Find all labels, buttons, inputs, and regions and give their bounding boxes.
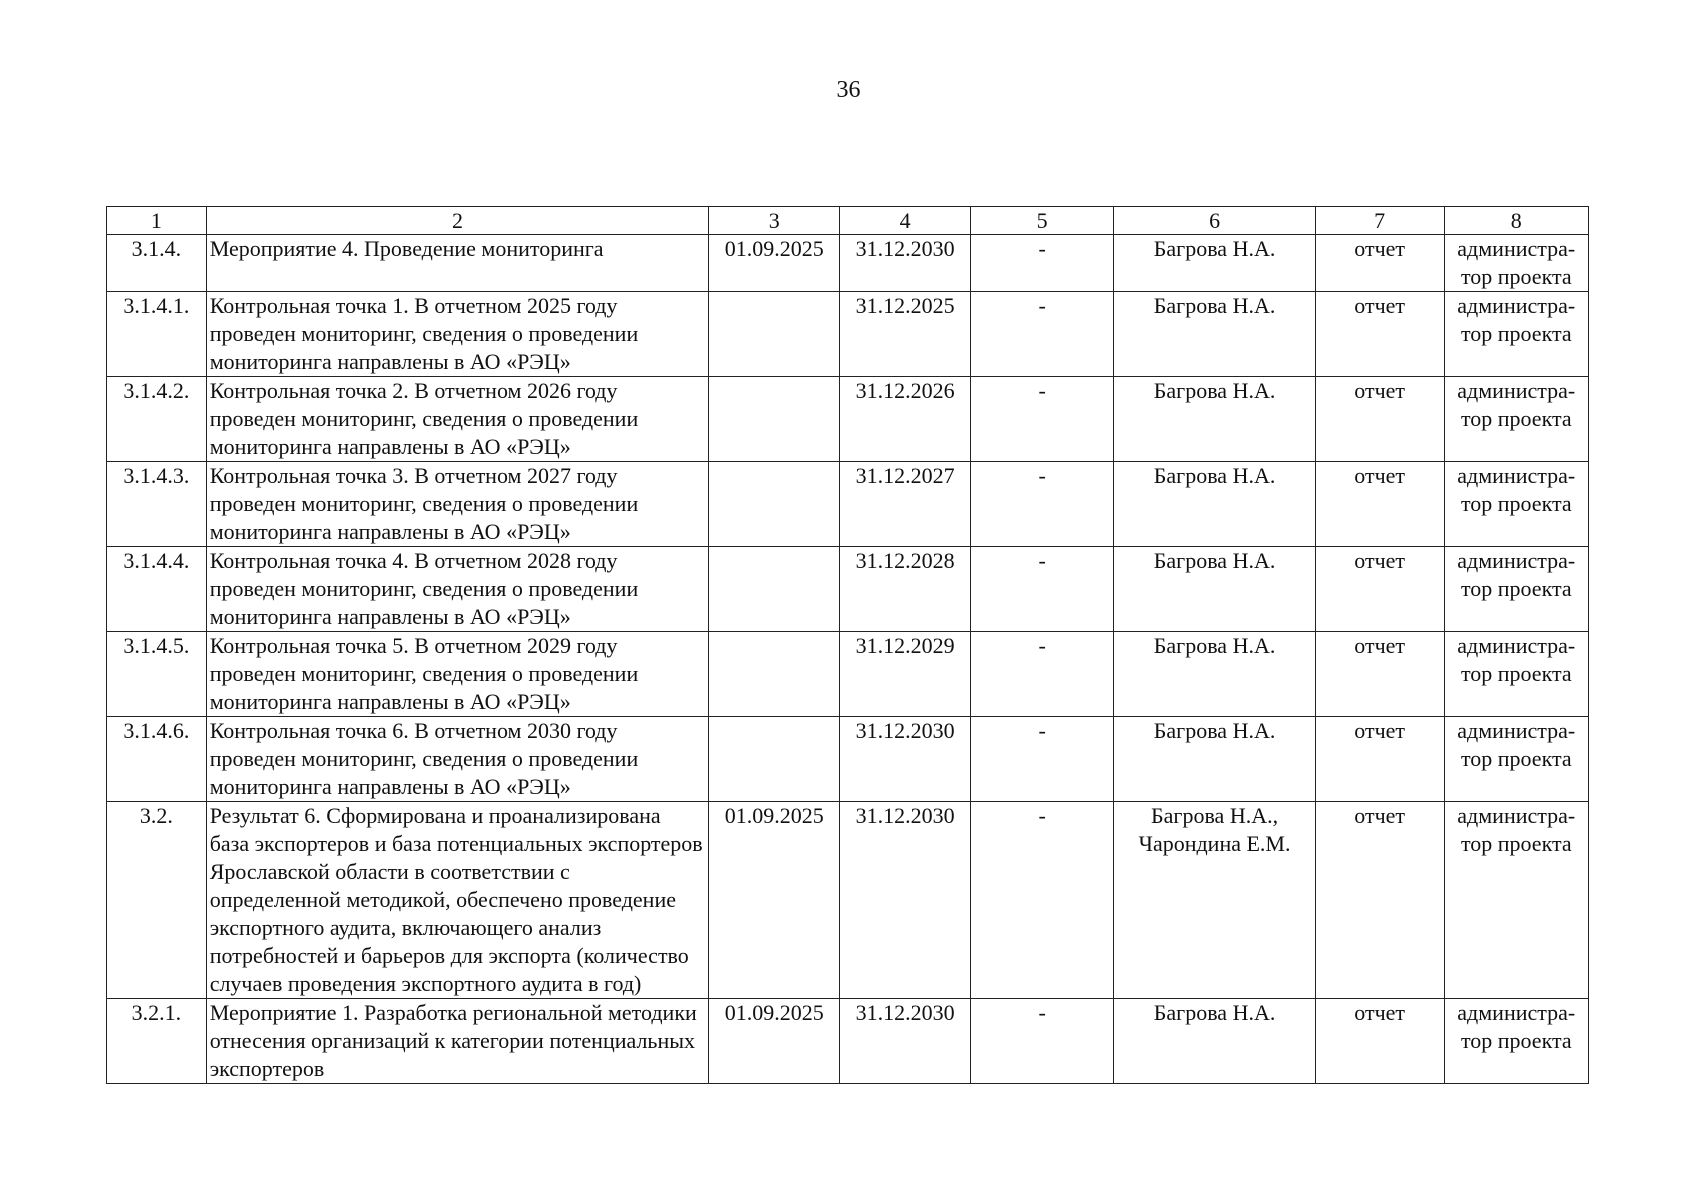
row-document-cell: отчет — [1315, 235, 1444, 292]
row-role-cell: администра-тор проекта — [1444, 717, 1588, 802]
row-col5-cell: - — [971, 802, 1114, 999]
row-number-cell: 3.1.4.5. — [107, 632, 207, 717]
row-name-cell: Мероприятие 1. Разработка региональной методики отнесения организаций к категории потенциальных экспортеров — [206, 999, 709, 1084]
plan-table — [106, 206, 1589, 1084]
row-end-date-cell: 31.12.2028 — [840, 547, 971, 632]
row-start-date-cell — [709, 547, 840, 632]
row-name-cell: Контрольная точка 6. В отчетном 2030 году проведен мониторинг, сведения о проведении мониторинга направлены в АО «РЭЦ» — [206, 717, 709, 802]
row-end-date-cell: 31.12.2030 — [840, 717, 971, 802]
table-row — [107, 802, 1589, 999]
row-number-cell: 3.1.4. — [107, 235, 207, 292]
row-start-date-cell — [709, 717, 840, 802]
row-start-date-cell: 01.09.2025 — [709, 999, 840, 1084]
row-document-cell: отчет — [1315, 802, 1444, 999]
table-row — [107, 999, 1589, 1084]
row-number-cell: 3.1.4.4. — [107, 547, 207, 632]
row-role-cell: администра-тор проекта — [1444, 462, 1588, 547]
table-row — [107, 462, 1589, 547]
row-responsible-cell: Багрова Н.А. — [1114, 717, 1315, 802]
table-row — [107, 547, 1589, 632]
row-document-cell: отчет — [1315, 547, 1444, 632]
row-start-date-cell: 01.09.2025 — [709, 802, 840, 999]
row-start-date-cell — [709, 377, 840, 462]
row-start-date-cell — [709, 292, 840, 377]
header-cell: 4 — [840, 207, 971, 235]
row-name-cell: Мероприятие 4. Проведение мониторинга — [206, 235, 709, 292]
row-end-date-cell: 31.12.2030 — [840, 999, 971, 1084]
row-end-date-cell: 31.12.2030 — [840, 235, 971, 292]
row-document-cell: отчет — [1315, 717, 1444, 802]
row-role-cell: администра-тор проекта — [1444, 802, 1588, 999]
row-responsible-cell: Багрова Н.А. — [1114, 999, 1315, 1084]
row-name-cell: Контрольная точка 2. В отчетном 2026 году проведен мониторинг, сведения о проведении мониторинга направлены в АО «РЭЦ» — [206, 377, 709, 462]
table-row — [107, 235, 1589, 292]
row-number-cell: 3.1.4.6. — [107, 717, 207, 802]
row-role-cell: администра-тор проекта — [1444, 547, 1588, 632]
header-cell: 1 — [107, 207, 207, 235]
row-responsible-cell: Багрова Н.А. — [1114, 292, 1315, 377]
row-col5-cell: - — [971, 547, 1114, 632]
row-number-cell: 3.1.4.2. — [107, 377, 207, 462]
row-role-cell: администра-тор проекта — [1444, 999, 1588, 1084]
row-document-cell: отчет — [1315, 632, 1444, 717]
table-row — [107, 717, 1589, 802]
row-role-cell: администра-тор проекта — [1444, 292, 1588, 377]
row-responsible-cell: Багрова Н.А. — [1114, 377, 1315, 462]
header-cell: 7 — [1315, 207, 1444, 235]
row-end-date-cell: 31.12.2029 — [840, 632, 971, 717]
header-cell: 8 — [1444, 207, 1588, 235]
row-col5-cell: - — [971, 235, 1114, 292]
row-start-date-cell — [709, 632, 840, 717]
row-col5-cell: - — [971, 292, 1114, 377]
header-cell: 3 — [709, 207, 840, 235]
header-cell: 5 — [971, 207, 1114, 235]
row-responsible-cell: Багрова Н.А. — [1114, 632, 1315, 717]
row-end-date-cell: 31.12.2026 — [840, 377, 971, 462]
row-col5-cell: - — [971, 462, 1114, 547]
page-number: 36 — [836, 77, 861, 103]
header-cell: 6 — [1114, 207, 1315, 235]
row-responsible-cell: Багрова Н.А. — [1114, 547, 1315, 632]
row-end-date-cell: 31.12.2030 — [840, 802, 971, 999]
header-cell: 2 — [206, 207, 709, 235]
row-end-date-cell: 31.12.2027 — [840, 462, 971, 547]
row-document-cell: отчет — [1315, 999, 1444, 1084]
row-number-cell: 3.1.4.3. — [107, 462, 207, 547]
row-col5-cell: - — [971, 999, 1114, 1084]
row-responsible-cell: Багрова Н.А. — [1114, 235, 1315, 292]
row-number-cell: 3.2. — [107, 802, 207, 999]
row-name-cell: Контрольная точка 5. В отчетном 2029 году проведен мониторинг, сведения о проведении мониторинга направлены в АО «РЭЦ» — [206, 632, 709, 717]
row-start-date-cell — [709, 462, 840, 547]
row-document-cell: отчет — [1315, 377, 1444, 462]
row-role-cell: администра-тор проекта — [1444, 377, 1588, 462]
row-role-cell: администра-тор проекта — [1444, 235, 1588, 292]
row-responsible-cell: Багрова Н.А., Чарондина Е.М. — [1114, 802, 1315, 999]
header-row — [107, 207, 1589, 235]
row-name-cell: Контрольная точка 1. В отчетном 2025 году проведен мониторинг, сведения о проведении мониторинга направлены в АО «РЭЦ» — [206, 292, 709, 377]
table-row — [107, 292, 1589, 377]
row-number-cell: 3.2.1. — [107, 999, 207, 1084]
row-col5-cell: - — [971, 377, 1114, 462]
row-name-cell: Контрольная точка 3. В отчетном 2027 году проведен мониторинг, сведения о проведении мониторинга направлены в АО «РЭЦ» — [206, 462, 709, 547]
table-row — [107, 377, 1589, 462]
row-col5-cell: - — [971, 632, 1114, 717]
row-col5-cell: - — [971, 717, 1114, 802]
row-end-date-cell: 31.12.2025 — [840, 292, 971, 377]
row-name-cell: Результат 6. Сформирована и проанализирована база экспортеров и база потенциальных экспортеров Ярославской области в соответствии с определенной методикой, обеспечено проведение экспортного аудита, включающего анализ потребностей и барьеров для экспорта (количество случаев проведения экспортного аудита в год) — [206, 802, 709, 999]
row-document-cell: отчет — [1315, 292, 1444, 377]
row-name-cell: Контрольная точка 4. В отчетном 2028 году проведен мониторинг, сведения о проведении мониторинга направлены в АО «РЭЦ» — [206, 547, 709, 632]
table-row — [107, 632, 1589, 717]
row-number-cell: 3.1.4.1. — [107, 292, 207, 377]
row-start-date-cell: 01.09.2025 — [709, 235, 840, 292]
row-role-cell: администра-тор проекта — [1444, 632, 1588, 717]
row-document-cell: отчет — [1315, 462, 1444, 547]
row-responsible-cell: Багрова Н.А. — [1114, 462, 1315, 547]
